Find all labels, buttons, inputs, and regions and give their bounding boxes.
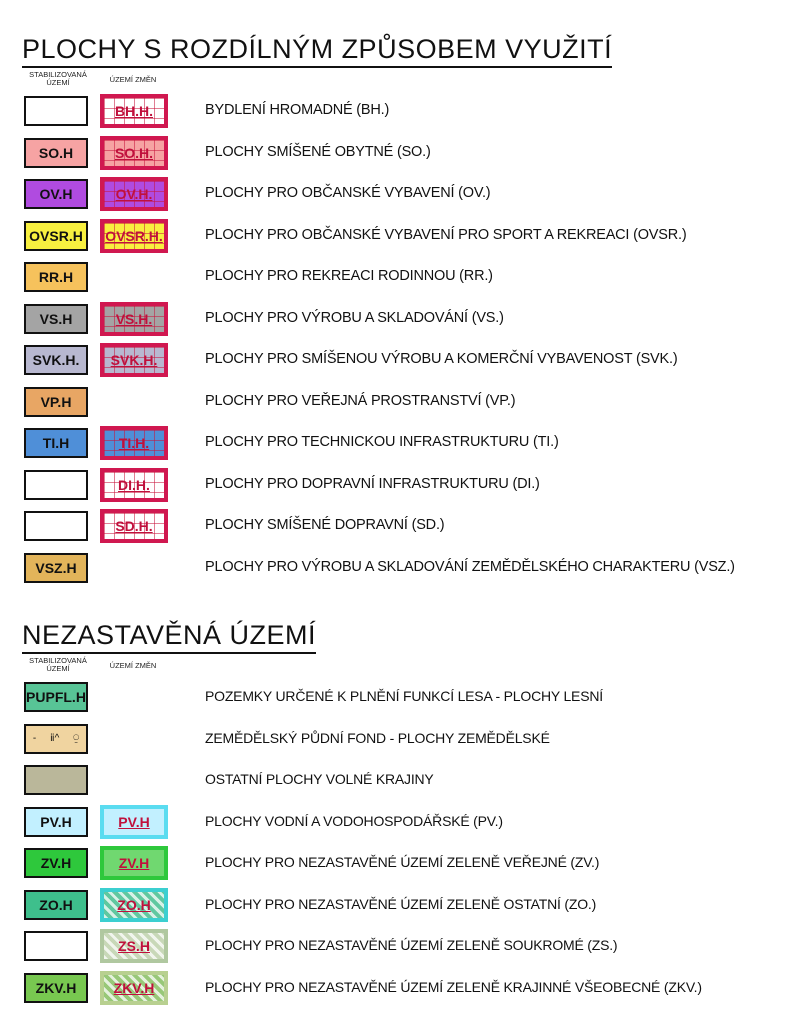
legend-description: PLOCHY PRO NEZASTAVĚNÉ ÚZEMÍ ZELENĚ OSTATNÍ (ZO.)	[205, 895, 597, 912]
zmen-swatch: SD.H.	[100, 509, 168, 543]
section-title: NEZASTAVĚNÁ ÚZEMÍ	[22, 620, 316, 654]
col-stab-header: STABILIZOVANÁ ÚZEMÍ	[29, 70, 87, 87]
legend-description: PLOCHY PRO VÝROBU A SKLADOVÁNÍ (VS.)	[205, 309, 504, 326]
legend-row	[22, 724, 792, 766]
legend-rows	[22, 96, 792, 596]
legend-row	[22, 931, 792, 973]
legend-description: PLOCHY SMÍŠENÉ DOPRAVNÍ (SD.)	[205, 517, 445, 533]
zpf-symbol-icon: ⅱ^	[50, 732, 60, 744]
stab-swatch: OV.H	[24, 179, 88, 209]
legend-description: PLOCHY PRO VEŘEJNÁ PROSTRANSTVÍ (VP.)	[205, 392, 516, 409]
stab-swatch: OVSR.H	[24, 221, 88, 251]
legend-description: PLOCHY PRO DOPRAVNÍ INFRASTRUKTURU (DI.)	[205, 475, 540, 492]
zmen-swatch: PV.H	[100, 805, 168, 839]
legend-description: PLOCHY PRO VÝROBU A SKLADOVÁNÍ ZEMĚDĚLSKÉHO CHARAKTERU (VSZ.)	[205, 558, 735, 575]
zmen-swatch: DI.H.	[100, 468, 168, 502]
section-plochy	[22, 34, 792, 596]
legend-description: PLOCHY PRO NEZASTAVĚNÉ ÚZEMÍ ZELENĚ KRAJINNÉ VŠEOBECNÉ (ZKV.)	[205, 978, 702, 995]
legend-description: ZEMĚDĚLSKÝ PŮDNÍ FOND - PLOCHY ZEMĚDĚLSKÉ	[205, 729, 550, 746]
legend-row	[22, 848, 792, 890]
stab-swatch: TI.H	[24, 428, 88, 458]
legend-description: PLOCHY PRO NEZASTAVĚNÉ ÚZEMÍ ZELENĚ SOUKROMÉ (ZS.)	[205, 937, 618, 953]
stab-swatch: PV.H	[24, 807, 88, 837]
legend-row	[22, 890, 792, 932]
stab-swatch	[24, 96, 88, 126]
stab-swatch: SVK.H.	[24, 345, 88, 375]
legend-row	[22, 345, 792, 387]
column-headers	[22, 68, 792, 96]
stab-swatch: PUPFL.H	[24, 682, 88, 712]
legend-row	[22, 807, 792, 849]
stab-swatch: VSZ.H	[24, 553, 88, 583]
legend-row	[22, 96, 792, 138]
legend-description: PLOCHY VODNÍ A VODOHOSPODÁŘSKÉ (PV.)	[205, 812, 503, 829]
stab-swatch: ZKV.H	[24, 973, 88, 1003]
zmen-swatch: SVK.H.	[100, 343, 168, 377]
legend-description: PLOCHY PRO REKREACI RODINNOU (RR.)	[205, 268, 493, 284]
legend-row	[22, 138, 792, 180]
zmen-swatch: BH.H.	[100, 94, 168, 128]
stab-swatch: VP.H	[24, 387, 88, 417]
zpf-symbol-icon: -	[32, 732, 37, 744]
legend-row	[22, 387, 792, 429]
legend-description: POZEMKY URČENÉ K PLNĚNÍ FUNKCÍ LESA - PLOCHY LESNÍ	[205, 688, 603, 704]
zmen-swatch: ZS.H	[100, 929, 168, 963]
stab-swatch: VS.H	[24, 304, 88, 334]
zmen-swatch: TI.H.	[100, 426, 168, 460]
zmen-swatch: ZO.H	[100, 888, 168, 922]
legend-description: PLOCHY PRO OBČANSKÉ VYBAVENÍ PRO SPORT A REKREACI (OVSR.)	[205, 226, 687, 243]
column-headers	[22, 654, 792, 682]
legend-row	[22, 221, 792, 263]
zmen-swatch: OV.H.	[100, 177, 168, 211]
zmen-swatch: VS.H.	[100, 302, 168, 336]
legend-row	[22, 262, 792, 304]
legend-row	[22, 470, 792, 512]
legend-row	[22, 682, 792, 724]
col-zmen-header: ÚZEMÍ ZMĚN	[109, 661, 157, 670]
legend-description: PLOCHY PRO TECHNICKOU INFRASTRUKTURU (TI.)	[205, 434, 559, 450]
legend-row	[22, 553, 792, 595]
legend-description: OSTATNÍ PLOCHY VOLNÉ KRAJINY	[205, 771, 434, 787]
stab-swatch	[24, 511, 88, 541]
stab-swatch	[24, 724, 88, 754]
legend-rows	[22, 682, 792, 1022]
col-zmen-header: ÚZEMÍ ZMĚN	[109, 75, 157, 84]
legend-row	[22, 765, 792, 807]
legend-row	[22, 428, 792, 470]
zmen-swatch: SO.H.	[100, 136, 168, 170]
zpf-symbol-icon: ⍜	[73, 732, 80, 744]
col-stab-header: STABILIZOVANÁ ÚZEMÍ	[29, 656, 87, 673]
zmen-swatch: OVSR.H.	[100, 219, 168, 253]
legend-description: BYDLENÍ HROMADNÉ (BH.)	[205, 102, 390, 118]
legend-row	[22, 304, 792, 346]
legend-description: PLOCHY PRO NEZASTAVĚNÉ ÚZEMÍ ZELENĚ VEŘEJNÉ (ZV.)	[205, 854, 600, 870]
stab-swatch: ZO.H	[24, 890, 88, 920]
stab-swatch: ZV.H	[24, 848, 88, 878]
zmen-swatch: ZKV.H	[100, 971, 168, 1005]
legend-row	[22, 973, 792, 1015]
legend-row	[22, 511, 792, 553]
section-nezastavena	[22, 620, 792, 1022]
stab-swatch	[24, 931, 88, 961]
zmen-swatch: ZV.H	[100, 846, 168, 880]
stab-swatch	[24, 470, 88, 500]
stab-swatch	[24, 765, 88, 795]
section-title: PLOCHY S ROZDÍLNÝM ZPŮSOBEM VYUŽITÍ	[22, 34, 612, 68]
legend-description: PLOCHY PRO OBČANSKÉ VYBAVENÍ (OV.)	[205, 185, 491, 201]
legend-description: PLOCHY SMÍŠENÉ OBYTNÉ (SO.)	[205, 143, 431, 160]
legend-row	[22, 179, 792, 221]
stab-swatch: RR.H	[24, 262, 88, 292]
stab-swatch: SO.H	[24, 138, 88, 168]
legend-description: PLOCHY PRO SMÍŠENOU VÝROBU A KOMERČNÍ VYBAVENOST (SVK.)	[205, 351, 678, 367]
